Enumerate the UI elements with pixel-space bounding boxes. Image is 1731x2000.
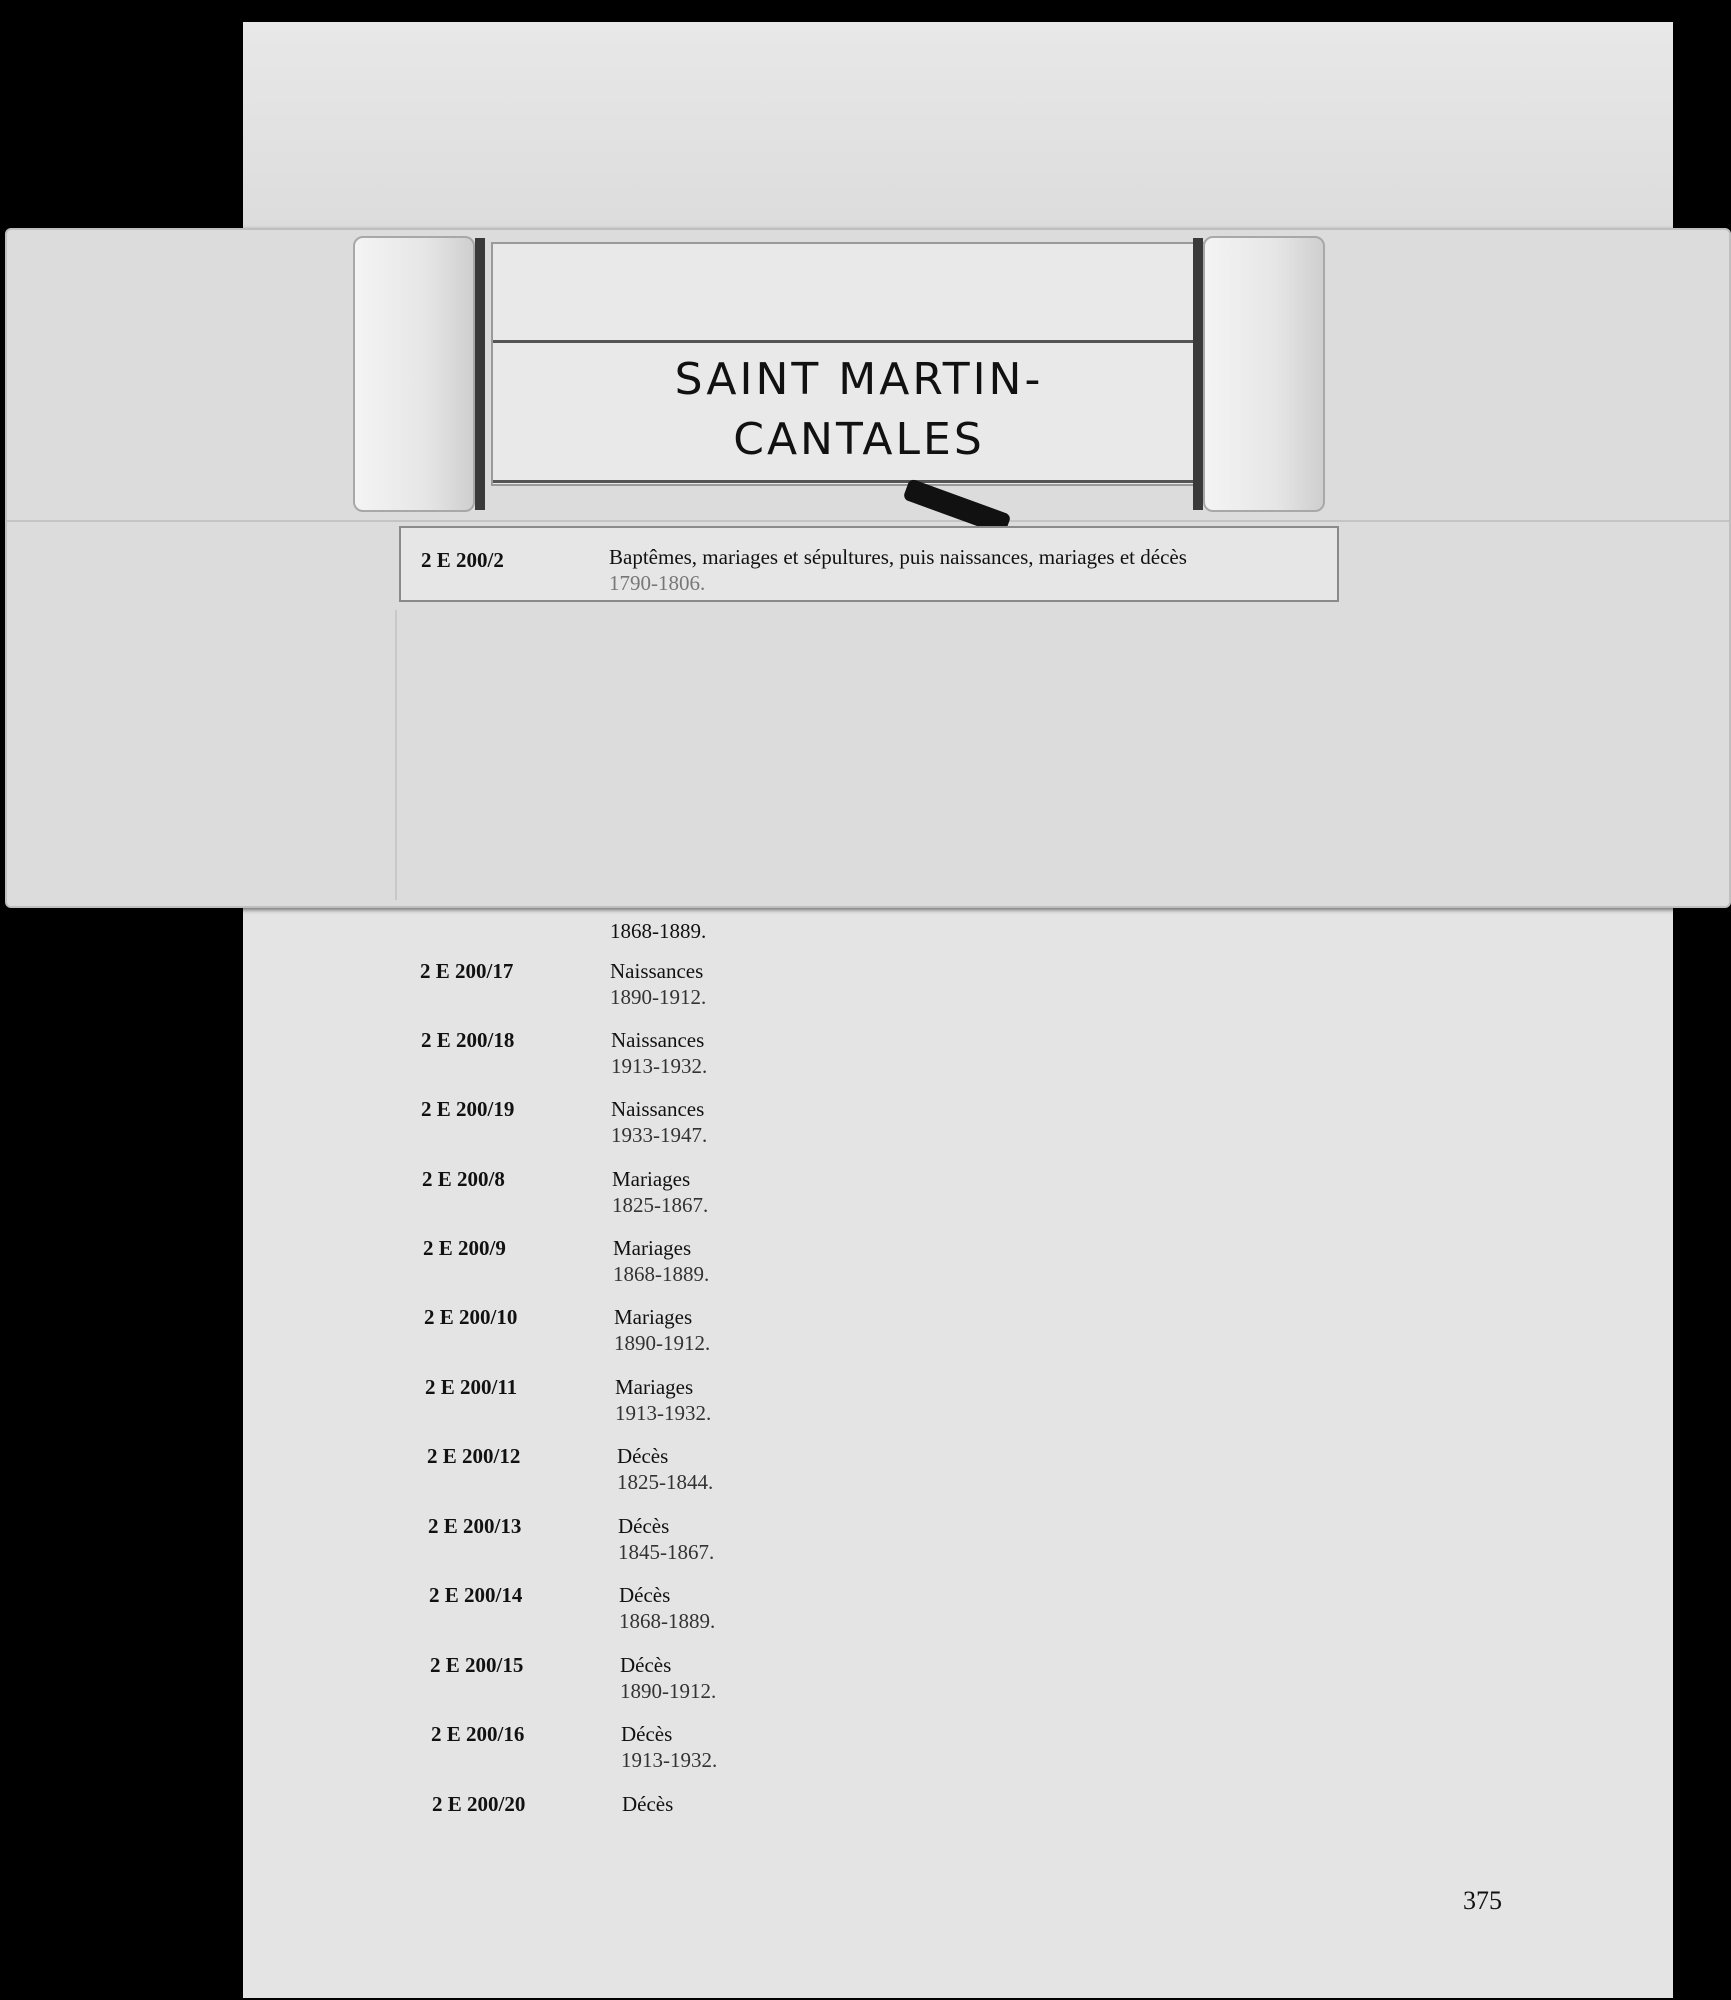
label-line-1: SAINT MARTIN- (674, 354, 1044, 405)
entry-code: 2 E 200/15 (430, 1653, 524, 1677)
entry-dates: 1868-1889. (619, 1609, 716, 1633)
entry-dates: 1845-1867. (618, 1540, 715, 1564)
entry-code: 2 E 200/2 (421, 548, 504, 572)
entry-code: 2 E 200/14 (429, 1583, 523, 1607)
entry-code: 2 E 200/16 (431, 1722, 525, 1746)
entry-code: 2 E 200/18 (421, 1028, 515, 1052)
entry-title: Naissances (611, 1028, 705, 1052)
entry-code: 2 E 200/11 (425, 1375, 518, 1399)
label-rule (493, 480, 1225, 483)
entry-dates: 1890-1912. (610, 985, 707, 1009)
entry-title: Décès (617, 1444, 669, 1468)
entry-dates: 1913-1932. (621, 1748, 718, 1772)
binder-clip-right (1203, 236, 1325, 512)
label-rule (493, 340, 1225, 343)
entry-code: 2 E 200/13 (428, 1514, 522, 1538)
entry-dates: 1890-1912. (620, 1679, 717, 1703)
cover-fold-line (7, 520, 1729, 522)
entry-title: Baptêmes, mariages et sépultures, puis naissances, mariages et décès (609, 545, 1187, 569)
entry-title: Décès (619, 1583, 671, 1607)
handwritten-label (491, 242, 1227, 486)
entry-description (609, 544, 1187, 596)
entry-title: Mariages (615, 1375, 694, 1399)
entry-code: 2 E 200/10 (424, 1305, 518, 1329)
entry-dates: 1790-1806. (609, 571, 706, 595)
page-top-shade (243, 22, 1673, 232)
entry-dates: 1868-1889. (610, 919, 707, 943)
entry-title: Naissances (610, 959, 704, 983)
entry-dates: 1825-1867. (612, 1193, 709, 1217)
inner-page-edge (395, 610, 397, 900)
entry-code: 2 E 200/19 (421, 1097, 515, 1121)
folder-cover (5, 228, 1731, 908)
entry-code: 2 E 200/9 (423, 1236, 506, 1260)
entry-dates: 1825-1844. (617, 1470, 714, 1494)
binder-clip-left (353, 236, 475, 512)
entry-title: Mariages (613, 1236, 692, 1260)
entry-title: Décès (622, 1792, 674, 1816)
entry-title: Mariages (614, 1305, 693, 1329)
entry-dates: 1868-1889. (613, 1262, 710, 1286)
entry-dates: 1913-1932. (611, 1054, 708, 1078)
entry-title: Décès (621, 1722, 673, 1746)
entry-title: Décès (620, 1653, 672, 1677)
page-number: 375 (1463, 1886, 1502, 1915)
entry-dates: 1913-1932. (615, 1401, 712, 1425)
entry-title: Mariages (612, 1167, 691, 1191)
entry-dates: 1933-1947. (611, 1123, 708, 1147)
label-line-2: CANTALES (733, 414, 985, 465)
entry-dates: 1890-1912. (614, 1331, 711, 1355)
entry-code: 2 E 200/12 (427, 1444, 521, 1468)
entry-title: Naissances (611, 1097, 705, 1121)
entry-code: 2 E 200/17 (420, 959, 514, 983)
entry-title: Décès (618, 1514, 670, 1538)
header-entry (399, 526, 1339, 602)
entry-code: 2 E 200/20 (432, 1792, 526, 1816)
entry-code: 2 E 200/8 (422, 1167, 505, 1191)
